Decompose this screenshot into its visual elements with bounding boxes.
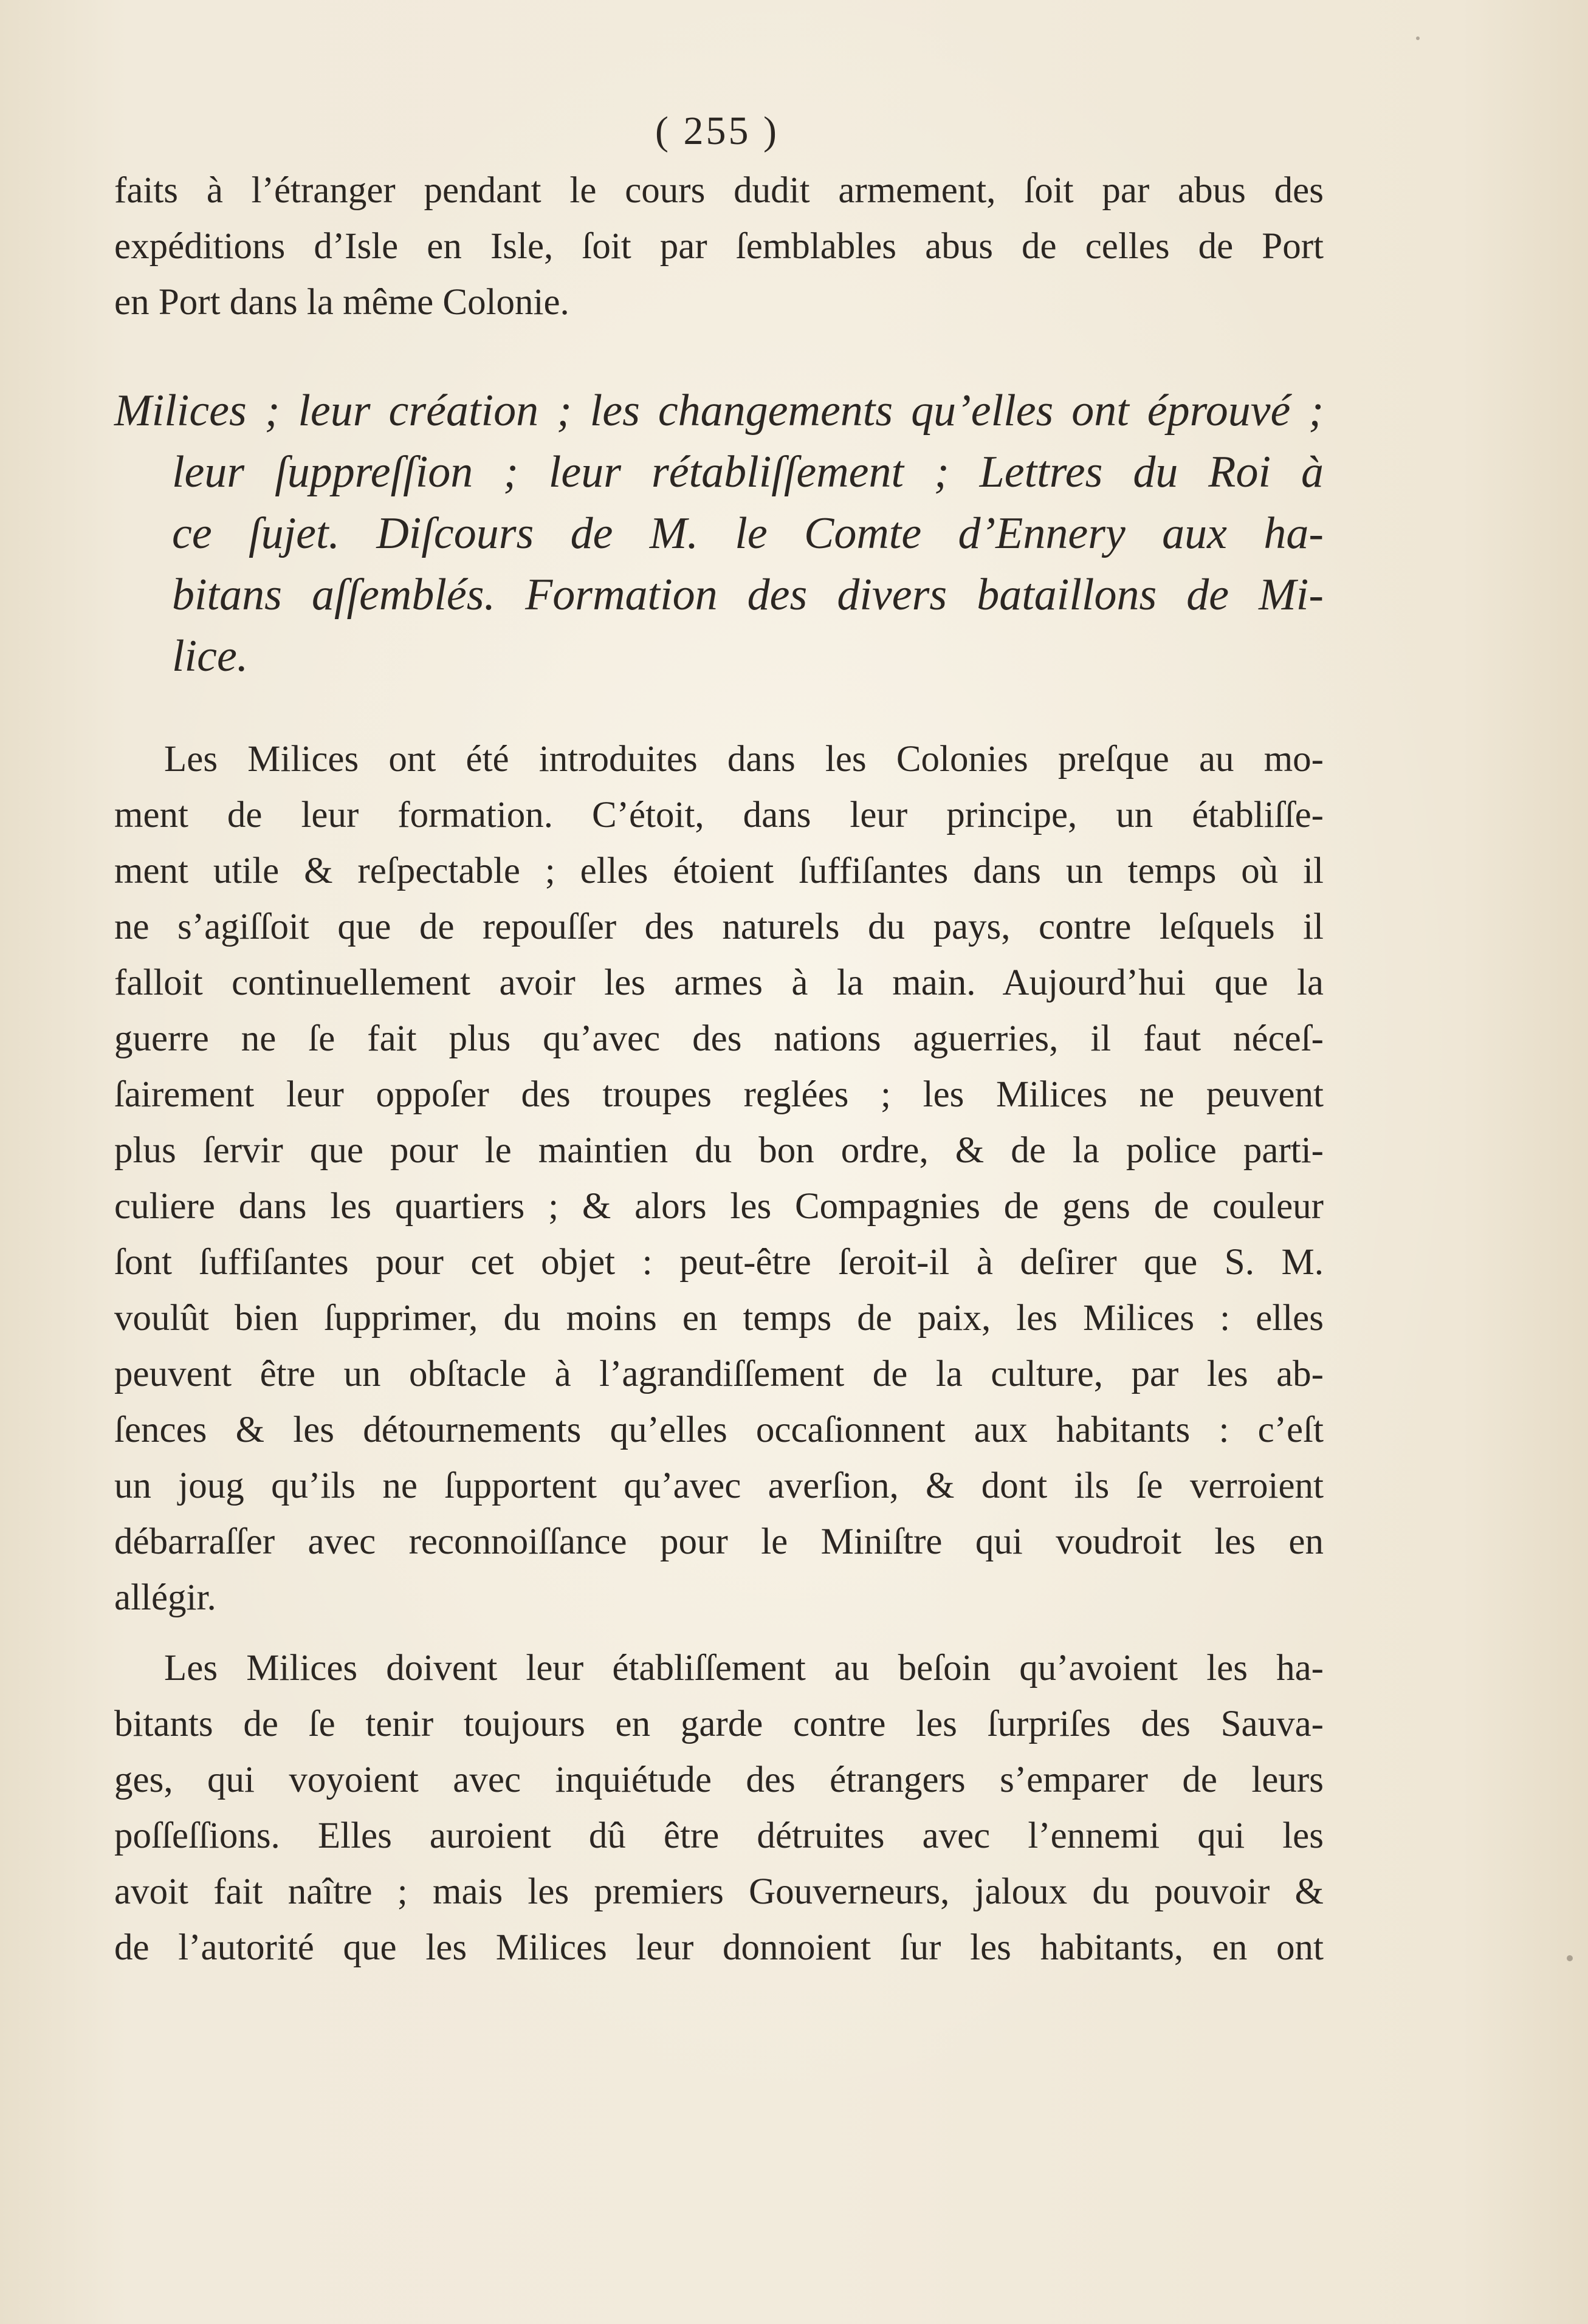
ink-speck	[1416, 36, 1420, 40]
body-paragraph-2	[114, 1640, 1324, 1976]
text-line: débarraſſer avec reconnoiſſance pour le Miniſtre qui voudroit les en	[114, 1521, 1324, 1562]
text-line: expéditions d’Isle en Isle, ſoit par ſemblables abus de celles de Port	[114, 226, 1324, 267]
continuation-paragraph	[114, 163, 1324, 331]
heading-line: leur ſuppreſſion ; leur rétabliſſement ; Lettres du Roi à	[172, 447, 1324, 497]
text-line: ment utile & reſpectable ; elles étoient ſuffiſantes dans un temps où il	[114, 851, 1324, 891]
text-line: Les Milices doivent leur établiſſement au beſoin qu’avoient les ha-	[164, 1648, 1324, 1688]
page-number: ( 255 )	[655, 109, 779, 153]
text-line: ſences & les détournements qu’elles occaſionnent aux habitants : c’eſt	[114, 1410, 1324, 1450]
text-line: un joug qu’ils ne ſupportent qu’avec averſion, & dont ils ſe verroient	[114, 1465, 1324, 1506]
text-line: ment de leur formation. C’étoit, dans leur principe, un établiſſe-	[114, 795, 1324, 835]
text-line: ſont ſuffiſantes pour cet objet : peut-être ſeroit-il à deſirer que S. M.	[114, 1242, 1324, 1283]
text-line: guerre ne ſe fait plus qu’avec des nations aguerries, il faut néceſ-	[114, 1018, 1324, 1059]
heading-line: Milices ; leur création ; les changements qu’elles ont éprouvé ;	[114, 386, 1324, 436]
text-line: peuvent être un obſtacle à l’agrandiſſement de la culture, par les ab-	[114, 1354, 1324, 1394]
text-line: Les Milices ont été introduites dans les Colonies preſque au mo-	[164, 739, 1324, 780]
text-line: falloit continuellement avoir les armes à la main. Aujourd’hui que la	[114, 962, 1324, 1003]
section-heading	[114, 380, 1324, 687]
text-line: ges, qui voyoient avec inquiétude des étrangers s’emparer de leurs	[114, 1760, 1324, 1800]
text-line: avoit fait naître ; mais les premiers Gouverneurs, jaloux du pouvoir &	[114, 1871, 1324, 1912]
text-line: poſſeſſions. Elles auroient dû être détruites avec l’ennemi qui les	[114, 1815, 1324, 1856]
heading-line: ce ſujet. Diſcours de M. le Comte d’Ennery aux ha-	[172, 509, 1324, 558]
text-line: voulût bien ſupprimer, du moins en temps de paix, les Milices : elles	[114, 1298, 1324, 1339]
heading-line: bitans aſſemblés. Formation des divers bataillons de Mi-	[172, 570, 1324, 620]
text-line: bitants de ſe tenir toujours en garde contre les ſurpriſes des Sauva-	[114, 1704, 1324, 1744]
heading-line: lice.	[172, 631, 249, 681]
text-line: ſairement leur oppoſer des troupes reglées ; les Milices ne peuvent	[114, 1074, 1324, 1115]
text-line: faits à l’étranger pendant le cours dudit armement, ſoit par abus des	[114, 170, 1324, 211]
body-paragraph-1	[114, 732, 1324, 1626]
text-line: culiere dans les quartiers ; & alors les Compagnies de gens de couleur	[114, 1186, 1324, 1227]
text-line: de l’autorité que les Milices leur donnoient ſur les habitants, en ont	[114, 1927, 1324, 1968]
ink-speck	[1567, 1955, 1573, 1961]
text-line: ne s’agiſſoit que de repouſſer des naturels du pays, contre leſquels il	[114, 907, 1324, 947]
text-line: plus ſervir que pour le maintien du bon ordre, & de la police parti-	[114, 1130, 1324, 1171]
text-line: allégir.	[114, 1577, 216, 1618]
text-line: en Port dans la même Colonie.	[114, 282, 569, 323]
